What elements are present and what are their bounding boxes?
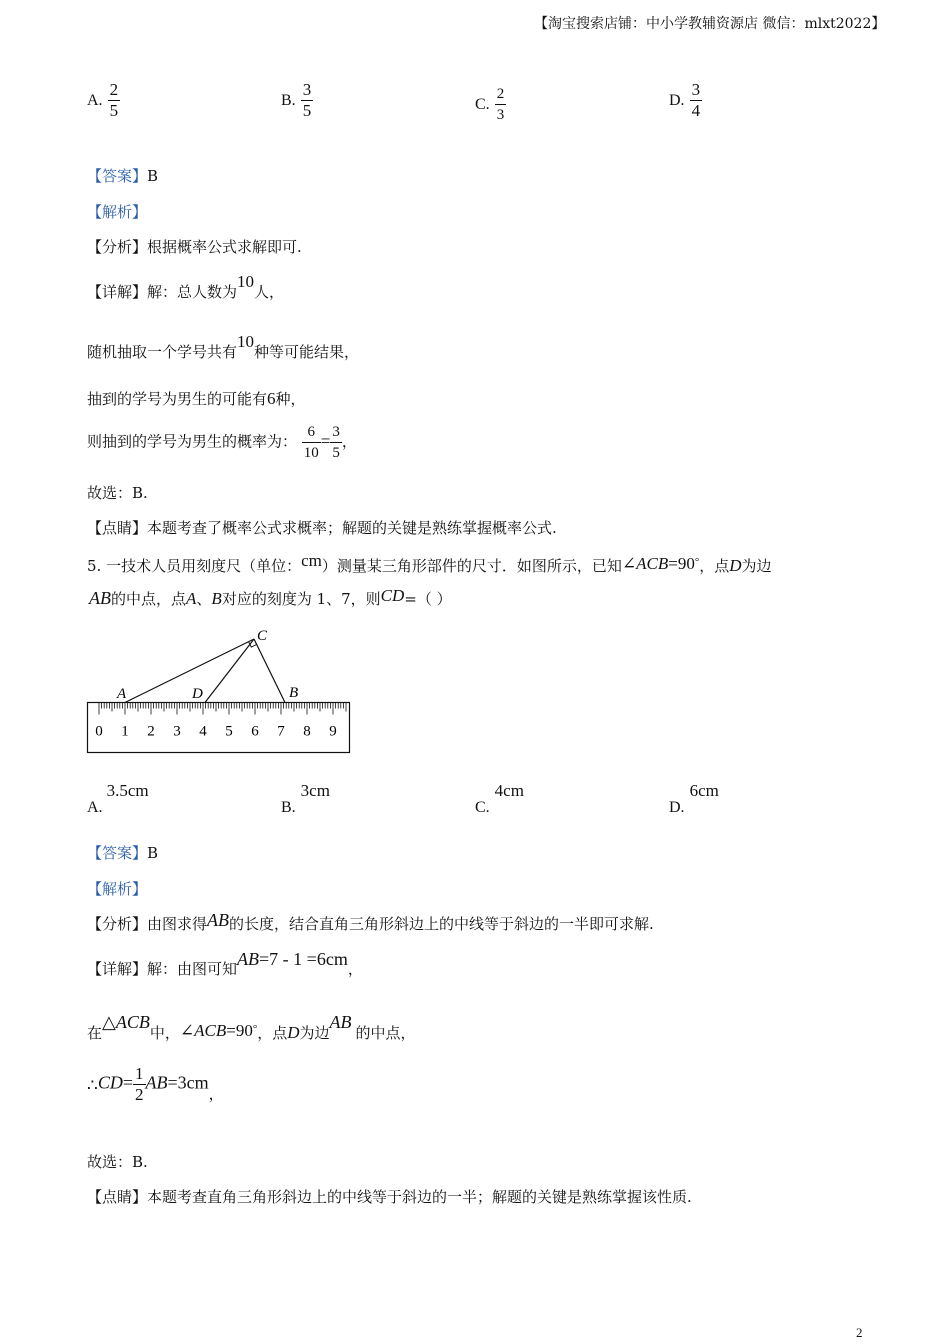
ruler-tick-label: 4 xyxy=(199,723,207,740)
q4-choose: 故选：B. xyxy=(87,484,148,502)
q5-stem-line2: AB的中点，点A、B对应的刻度为 1、7，则CD=（ ） xyxy=(89,586,452,608)
q5-option-c: C.4cm xyxy=(475,781,524,816)
option-fraction: $\frac{3}{4}$ xyxy=(691,80,701,120)
option-fraction: $\frac{2}{3}$ xyxy=(496,86,505,123)
q5-option-b: B.3cm xyxy=(281,781,330,816)
ruler-tick-label: 1 xyxy=(121,723,129,740)
option-fraction: $\frac{2}{5}$ xyxy=(109,80,119,120)
q4-option-c xyxy=(475,84,506,125)
segment-cb xyxy=(254,639,285,703)
q5-answer: 【答案】B xyxy=(87,844,159,862)
point-label-a: A xyxy=(117,686,127,702)
option-label: B. xyxy=(281,92,296,109)
ruler-tick-label: 9 xyxy=(329,723,337,740)
q4-detail-line2: 随机抽取一个学号共有10种等可能结果， xyxy=(87,332,360,361)
ruler-labels xyxy=(95,724,337,740)
ruler-tick-label: 7 xyxy=(277,723,285,740)
q5-detail-line3: ∴CD= $\frac{1}{2}$ AB=3cm， xyxy=(87,1064,224,1104)
q5-option-a: A.3.5cm xyxy=(87,781,149,816)
q5-choose: 故选：B. xyxy=(87,1153,148,1171)
ruler-tick-label: 0 xyxy=(95,723,103,740)
q5-fenxi: 【分析】由图求得AB的长度，结合直角三角形斜边上的中线等于斜边的一半即可求解. xyxy=(87,910,654,933)
option-fraction: $\frac{3}{5}$ xyxy=(302,80,312,120)
ruler-tick-label: 5 xyxy=(225,723,233,740)
segment-cd xyxy=(205,639,254,703)
q4-answer: 【答案】B xyxy=(87,167,159,185)
q4-dianjing: 【点睛】本题考查了概率公式求概率；解题的关键是熟练掌握概率公式. xyxy=(87,519,557,537)
q4-detail-line1: 【详解】解：总人数为10人， xyxy=(87,272,285,301)
point-label-c: C xyxy=(257,628,268,644)
page-number: 2 xyxy=(856,1325,863,1340)
point-label-d: D xyxy=(192,686,203,702)
q4-option-b xyxy=(281,80,313,121)
q5-option-d: D.6cm xyxy=(669,781,719,816)
q4-analysis-tag: 【解析】 xyxy=(87,203,148,221)
ruler-tick-label: 2 xyxy=(147,723,155,740)
q4-detail-line4: 则抽到的学号为男生的概率为： $\frac{6}{10}$ = $\frac{3}{5}$ ， xyxy=(87,424,357,461)
option-label: C. xyxy=(475,96,490,113)
option-label: D. xyxy=(669,92,685,109)
q5-analysis-tag: 【解析】 xyxy=(87,880,148,898)
q4-fenxi: 【分析】根据概率公式求解即可. xyxy=(87,238,302,256)
q5-detail-line1: 【详解】解：由图可知AB=7 - 1 =6cm， xyxy=(87,949,363,978)
q4-option-a xyxy=(87,80,120,121)
q5-stem-line1: 5. 一技术人员用刻度尺（单位：cm）测量某三角形部件的尺寸．如图所示，已知∠ACB=90°，点D为边 xyxy=(87,551,772,575)
ruler-tick-label: 6 xyxy=(251,723,259,740)
ruler-ticks xyxy=(99,703,346,715)
page-header: 【淘宝搜索店铺：中小学教辅资源店 微信：mlxt2022】 xyxy=(534,16,886,32)
q5-figure xyxy=(80,622,360,757)
ruler-tick-label: 8 xyxy=(303,723,311,740)
segment-ac xyxy=(125,639,254,703)
q4-detail-line3: 抽到的学号为男生的可能有6种， xyxy=(87,389,306,408)
ruler-tick-label: 3 xyxy=(173,723,181,740)
point-label-b: B xyxy=(289,685,299,701)
option-label: A. xyxy=(87,92,103,109)
q5-dianjing: 【点睛】本题考查直角三角形斜边上的中线等于斜边的一半；解题的关键是熟练掌握该性质. xyxy=(87,1188,692,1206)
q4-option-d xyxy=(669,80,702,121)
q5-detail-line2: 在△ACB中，∠ACB=90°，点D为边AB的中点， xyxy=(87,1012,416,1042)
